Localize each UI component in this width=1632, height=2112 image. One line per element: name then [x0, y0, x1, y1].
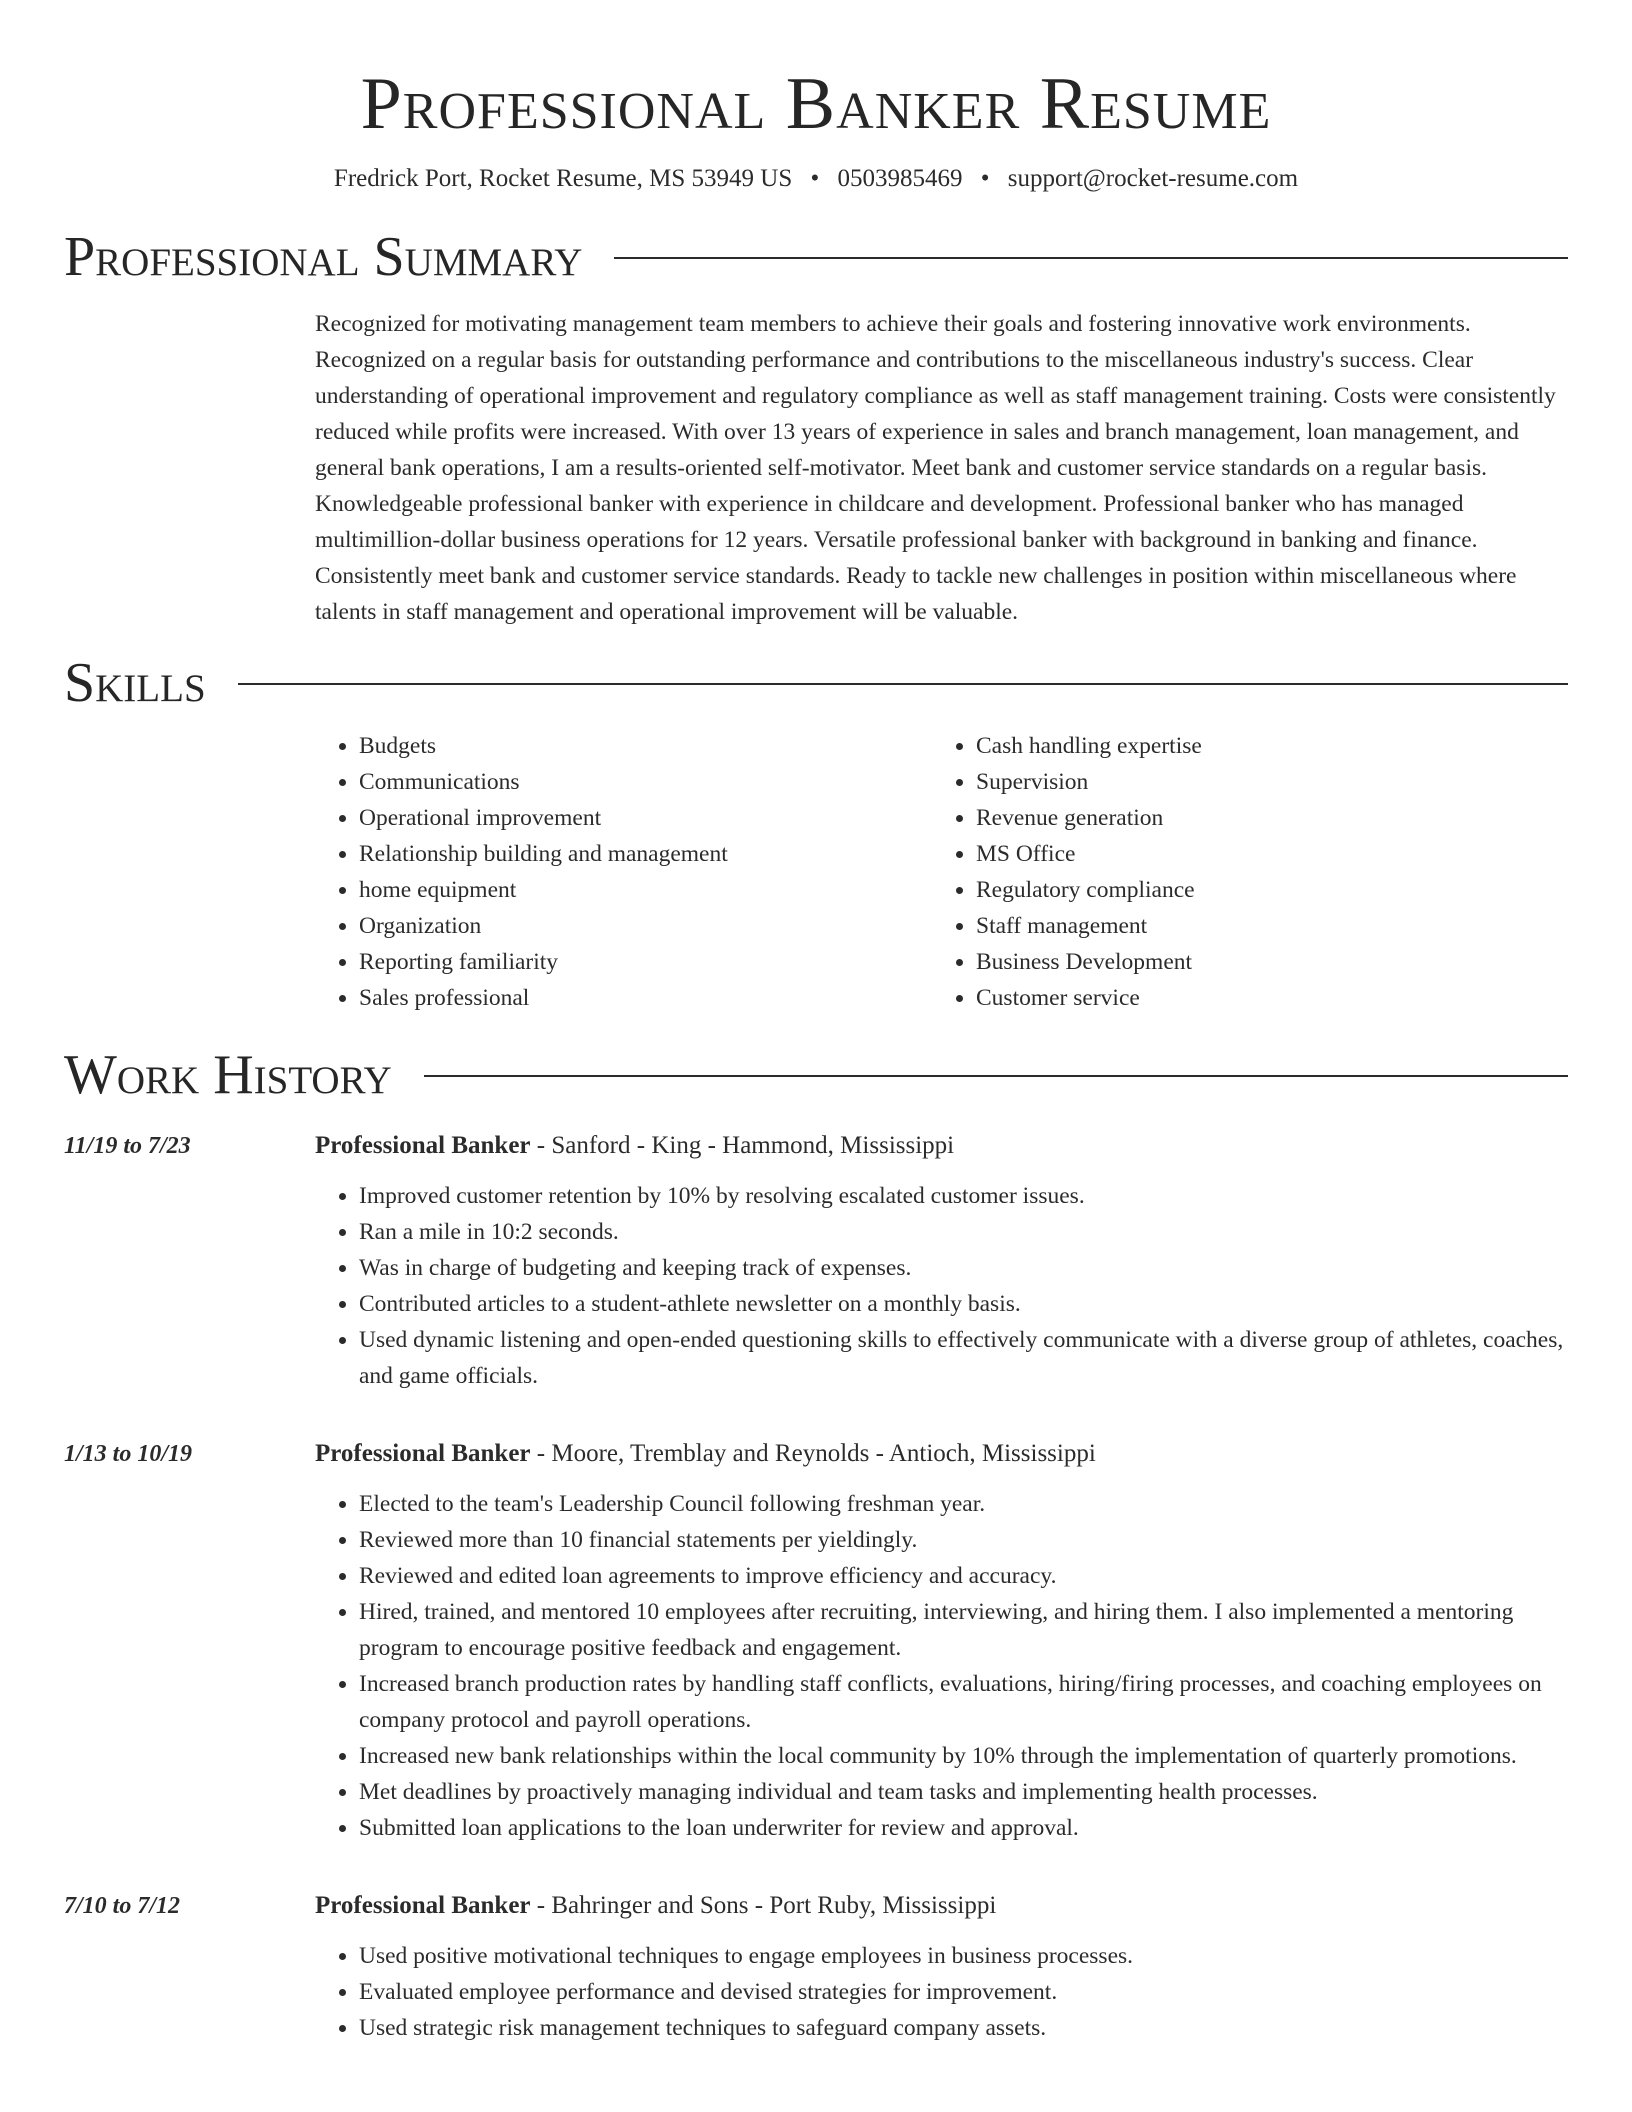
skills-column-left	[315, 728, 932, 1016]
job-body	[315, 1436, 1568, 1846]
skill-item: • Operational improvement	[359, 800, 932, 836]
job-bullets	[315, 1486, 1568, 1846]
skill-item: • Customer service	[976, 980, 1549, 1016]
skill-item: • Cash handling expertise	[976, 728, 1549, 764]
job-bullet: • Submitted loan applications to the loan underwriter for review and approval.	[359, 1810, 1568, 1846]
skill-item: • home equipment	[359, 872, 932, 908]
skill-item: • Budgets	[359, 728, 932, 764]
job-bullet: • Ran a mile in 10:2 seconds.	[359, 1214, 1568, 1250]
job-entry	[64, 1888, 1568, 2046]
skills-list	[315, 728, 1568, 1016]
contact-address: Fredrick Port, Rocket Resume, MS 53949 US	[333, 165, 793, 192]
skill-item: • Supervision	[976, 764, 1549, 800]
job-entry	[64, 1436, 1568, 1846]
job-employer: - Moore, Tremblay and Reynolds - Antioch, Mississippi	[530, 1440, 1096, 1467]
job-bullet: • Evaluated employee performance and devised strategies for improvement.	[359, 1974, 1568, 2010]
summary-text: Recognized for motivating management team members to achieve their goals and fostering innovative work environments. Recognized on a regular basis for outstanding performance and contributions to the miscellaneous industry's success. Clear understanding of operational improvement and regulatory compliance as well as staff management training. Costs were consistently reduced while profits were increased. With over 13 years of experience in sales and branch management, loan management, and general bank operations, I am a results-oriented self-motivator. Meet bank and customer service standards on a regular basis. Knowledgeable professional banker with experience in childcare and development. Professional banker who has managed multimillion-dollar business operations for 12 years. Versatile professional banker with background in banking and finance. Consistently meet bank and customer service standards. Ready to tackle new challenges in position within miscellaneous where talents in staff management and operational improvement will be valuable.	[315, 311, 1556, 625]
job-bullet: • Met deadlines by proactively managing individual and team tasks and implementing health processes.	[359, 1774, 1568, 1810]
skill-item: • Revenue generation	[976, 800, 1549, 836]
contact-email: support@rocket-resume.com	[1007, 165, 1299, 192]
skill-item: • Organization	[359, 908, 932, 944]
job-bullet: • Improved customer retention by 10% by resolving escalated customer issues.	[359, 1178, 1568, 1214]
job-title: Professional Banker	[315, 1440, 531, 1467]
resume-page	[64, 0, 1568, 2046]
work-section-header	[64, 1044, 1568, 1106]
job-bullet: • Elected to the team's Leadership Council following freshman year.	[359, 1486, 1568, 1522]
job-bullet: • Reviewed more than 10 financial statements per yieldingly.	[359, 1522, 1568, 1558]
job-dates: 7/10 to 7/12	[64, 1893, 181, 1919]
job-bullet: • Was in charge of budgeting and keeping track of expenses.	[359, 1250, 1568, 1286]
summary-section-title: Professional Summary	[64, 226, 583, 288]
job-bullet: • Used strategic risk management techniques to safeguard company assets.	[359, 2010, 1568, 2046]
skill-item: • Sales professional	[359, 980, 932, 1016]
job-title: Professional Banker	[315, 1132, 531, 1159]
summary-section-header	[64, 226, 1568, 288]
job-bullet: • Increased new bank relationships within the local community by 10% through the implementation of quarterly promotions.	[359, 1738, 1568, 1774]
job-body	[315, 1888, 1568, 2046]
job-heading	[315, 1888, 1568, 1924]
contact-phone: 0503985469	[837, 165, 963, 192]
skills-column-right	[932, 728, 1549, 1016]
skill-item: • Staff management	[976, 908, 1549, 944]
job-heading	[315, 1436, 1568, 1472]
skill-item: • Business Development	[976, 944, 1549, 980]
section-divider	[424, 1075, 1568, 1077]
job-bullet: • Reviewed and edited loan agreements to improve efficiency and accuracy.	[359, 1558, 1568, 1594]
contact-separator: •	[980, 165, 990, 192]
skill-item: • Reporting familiarity	[359, 944, 932, 980]
job-bullet: • Increased branch production rates by handling staff conflicts, evaluations, hiring/firing processes, and coaching employees on company protocol and payroll operations.	[359, 1666, 1568, 1738]
resume-name: Professional Banker Resume	[360, 63, 1272, 145]
skills-section-header	[64, 652, 1568, 714]
job-dates: 1/13 to 10/19	[64, 1441, 193, 1467]
job-heading	[315, 1128, 1568, 1164]
job-bullets	[315, 1178, 1568, 1394]
job-entry	[64, 1128, 1568, 1394]
job-bullet: • Hired, trained, and mentored 10 employees after recruiting, interviewing, and hiring them. I also implemented a mentoring program to encourage positive feedback and engagement.	[359, 1594, 1568, 1666]
contact-separator: •	[810, 165, 820, 192]
section-divider	[614, 257, 1568, 259]
skills-section-title: Skills	[64, 652, 206, 714]
job-title: Professional Banker	[315, 1892, 531, 1919]
skill-item: • Relationship building and management	[359, 836, 932, 872]
work-section-title: Work History	[64, 1044, 392, 1106]
skill-item: • Communications	[359, 764, 932, 800]
job-employer: - Sanford - King - Hammond, Mississippi	[530, 1132, 955, 1159]
job-dates: 11/19 to 7/23	[64, 1133, 191, 1159]
contact-line	[64, 162, 1568, 196]
job-body	[315, 1128, 1568, 1394]
job-bullets	[315, 1938, 1568, 2046]
skill-item: • Regulatory compliance	[976, 872, 1549, 908]
job-employer: - Bahringer and Sons - Port Ruby, Mississippi	[530, 1892, 997, 1919]
skill-item: • MS Office	[976, 836, 1549, 872]
job-bullet: • Used positive motivational techniques to engage employees in business processes.	[359, 1938, 1568, 1974]
section-divider	[238, 683, 1568, 685]
job-bullet: • Contributed articles to a student-athlete newsletter on a monthly basis.	[359, 1286, 1568, 1322]
job-bullet: • Used dynamic listening and open-ended questioning skills to effectively communicate with a diverse group of athletes, coaches, and game officials.	[359, 1322, 1568, 1394]
